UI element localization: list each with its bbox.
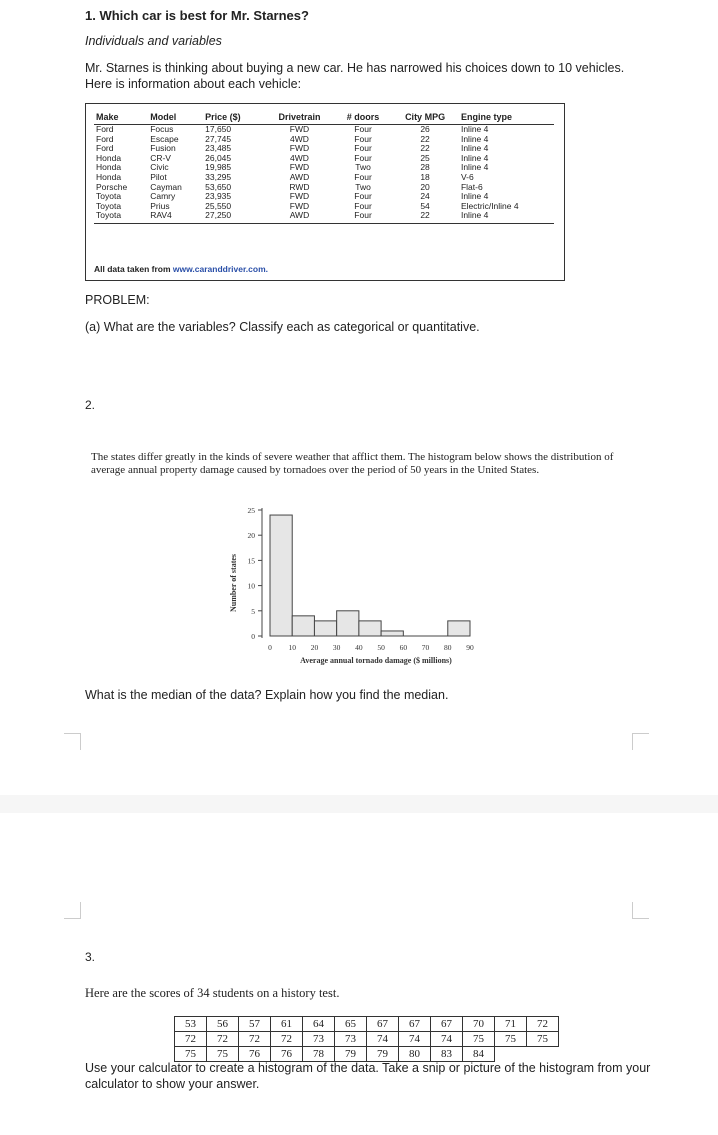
y-tick-label: 10: [247, 581, 255, 591]
car-table-header: Drivetrain: [264, 112, 335, 125]
y-tick-label: 5: [251, 606, 255, 616]
score-cell: 78: [303, 1047, 335, 1062]
car-data-figure: [85, 103, 565, 281]
score-cell: 75: [527, 1032, 559, 1047]
y-tick-label: 15: [247, 556, 255, 566]
answer-area-corner-br: [632, 902, 649, 919]
car-table-header: Make: [94, 112, 148, 125]
score-cell: 67: [399, 1017, 431, 1032]
x-axis-label: Average annual tornado damage ($ millions): [300, 656, 452, 665]
car-table-cell: 25: [420, 152, 430, 163]
histogram-bar: [359, 621, 381, 636]
score-cell: 79: [335, 1047, 367, 1062]
question-3-number: 3.: [85, 950, 96, 964]
y-tick-label: 0: [251, 632, 255, 641]
car-table-cell: 54: [420, 200, 430, 211]
question-1-title: 1. Which car is best for Mr. Starnes?: [85, 8, 309, 23]
car-table-cell: Pilot: [150, 171, 167, 182]
car-table-header: Model: [148, 112, 203, 125]
car-table-cell: 53,650: [205, 181, 232, 192]
car-table-cell: Toyota: [96, 191, 122, 202]
car-table-cell: Inline 4: [460, 133, 489, 144]
car-table-cell: 27,250: [203, 211, 264, 223]
x-tick-label: 40: [355, 643, 363, 652]
car-table-cell: Porsche: [96, 181, 128, 192]
score-cell: 75: [495, 1032, 527, 1047]
tornado-histogram: [222, 498, 482, 670]
y-tick-label: 20: [247, 531, 255, 541]
car-table-cell: 19,985: [205, 162, 232, 173]
car-table-cell: 22: [420, 133, 430, 144]
car-table-cell: Ford: [96, 133, 114, 144]
question-3-instruction: Use your calculator to create a histogram of the data. Take a snip or picture of the histogram from your calculator to show your answer.: [85, 1061, 651, 1091]
car-table-cell: Flat-6: [460, 181, 483, 192]
car-table-cell: 4WD: [290, 133, 309, 144]
car-table-cell: AWD: [289, 171, 310, 182]
problem-label: PROBLEM:: [85, 293, 150, 307]
question-2-number: 2.: [85, 398, 96, 412]
car-table-cell: Four: [354, 200, 372, 211]
x-tick-label: 50: [377, 643, 385, 652]
score-cell: 80: [399, 1047, 431, 1062]
score-cell: 56: [207, 1017, 239, 1032]
car-table-cell: Four: [354, 171, 372, 182]
score-cell: 72: [175, 1032, 207, 1047]
score-cell: 71: [495, 1017, 527, 1032]
histogram-bar: [292, 616, 314, 636]
car-table-cell: V-6: [460, 171, 474, 182]
car-table: [94, 112, 554, 224]
car-table-header: # doors: [335, 112, 391, 125]
car-table-cell: Four: [354, 133, 372, 144]
car-table-cell: 23,485: [205, 143, 232, 154]
car-table-cell: 24: [420, 191, 430, 202]
x-tick-label: 90: [466, 643, 474, 652]
x-tick-label: 70: [421, 643, 430, 652]
histogram-bar: [337, 611, 359, 636]
car-table-cell: Honda: [96, 162, 122, 173]
car-table-cell: FWD: [289, 162, 310, 173]
car-table-cell: Focus: [150, 124, 174, 134]
histogram-bar: [381, 631, 403, 636]
y-tick-label: 25: [247, 506, 255, 515]
car-table-cell: 27,745: [205, 133, 232, 144]
car-table-cell: 25,550: [205, 200, 232, 211]
car-table-cell: 18: [420, 171, 430, 182]
score-cell: 74: [399, 1032, 431, 1047]
car-table-cell: 22: [391, 211, 459, 223]
car-table-cell: 26,045: [205, 152, 232, 163]
score-cell: 67: [367, 1017, 399, 1032]
score-cell: 76: [239, 1047, 271, 1062]
car-table-cell: Ford: [96, 124, 114, 134]
car-table-cell: Two: [355, 181, 371, 192]
car-table-cell: FWD: [289, 191, 310, 202]
car-table-cell: Fusion: [150, 143, 176, 154]
histogram-bar: [270, 515, 292, 636]
question-1-subtitle: Individuals and variables: [85, 34, 222, 48]
median-question: What is the median of the data? Explain how you find the median.: [85, 688, 449, 702]
scores-row: [175, 1032, 559, 1047]
x-tick-label: 30: [332, 643, 341, 652]
score-cell: 75: [463, 1032, 495, 1047]
car-table-cell: 28: [420, 162, 430, 173]
car-table-cell: Cayman: [150, 181, 182, 192]
car-table-cell: 17,650: [205, 124, 232, 134]
score-cell: 73: [303, 1032, 335, 1047]
car-table-cell: Escape: [150, 133, 179, 144]
car-table-cell: 20: [420, 181, 430, 192]
car-table-cell: Toyota: [96, 200, 122, 211]
scores-table: [174, 1016, 559, 1062]
histogram-bar: [314, 621, 336, 636]
score-cell: 73: [335, 1032, 367, 1047]
car-table-cell: Four: [354, 143, 372, 154]
car-table-cell: Honda: [96, 152, 122, 163]
score-cell: 72: [239, 1032, 271, 1047]
question-3-description: Here are the scores of 34 students on a history test.: [85, 986, 340, 1000]
score-cell: 84: [463, 1047, 495, 1062]
car-table-cell: Inline 4: [460, 191, 489, 202]
car-table-header: Engine type: [459, 112, 554, 125]
car-data-source: [94, 264, 268, 274]
car-table-cell: 33,295: [205, 171, 232, 182]
car-table-cell: FWD: [289, 124, 310, 134]
score-cell: 64: [303, 1017, 335, 1032]
answer-area-corner-bl: [64, 902, 81, 919]
source-prefix: All data taken from: [94, 264, 173, 274]
car-table-cell: Toyota: [94, 211, 148, 223]
y-axis-label: Number of states: [229, 553, 238, 613]
score-cell: 72: [527, 1017, 559, 1032]
score-cell: 76: [271, 1047, 303, 1062]
score-cell: 75: [175, 1047, 207, 1062]
question-1-description: Mr. Starnes is thinking about buying a new car. He has narrowed his choices down to 10 vehicles. Here is information about each vehicle:: [85, 61, 625, 91]
car-table-cell: FWD: [289, 200, 310, 211]
car-table-cell: 22: [420, 143, 430, 154]
x-tick-label: 0: [268, 643, 272, 652]
score-cell: 74: [431, 1032, 463, 1047]
car-table-cell: AWD: [264, 211, 335, 223]
car-table-cell: Inline 4: [460, 152, 489, 163]
car-table-cell: Inline 4: [459, 211, 554, 223]
score-cell: 57: [239, 1017, 271, 1032]
question-2-description: The states differ greatly in the kinds of severe weather that afflict them. The histogram below shows the distribution of average annual property damage caused by tornadoes over the period of 50 years in the United States.: [91, 451, 614, 476]
score-cell: 75: [207, 1047, 239, 1062]
car-table-cell: 23,935: [205, 191, 232, 202]
score-cell: 72: [271, 1032, 303, 1047]
car-table-header: City MPG: [391, 112, 459, 125]
source-link[interactable]: www.caranddriver.com.: [172, 264, 269, 274]
score-cell: 67: [431, 1017, 463, 1032]
car-table-header: Price ($): [203, 112, 264, 125]
car-table-cell: RAV4: [148, 211, 203, 223]
score-cell: 79: [367, 1047, 399, 1062]
car-table-cell: 4WD: [290, 152, 309, 163]
car-table-cell: CR-V: [150, 152, 171, 163]
car-table-cell: Camry: [150, 191, 176, 202]
scores-row: [175, 1017, 559, 1032]
score-cell: 53: [175, 1017, 207, 1032]
answer-area-corner-tr: [632, 733, 649, 750]
car-table-cell: Two: [355, 162, 371, 173]
page-break-band: [0, 795, 718, 813]
score-cell: 74: [367, 1032, 399, 1047]
car-table-cell: Four: [354, 191, 372, 202]
car-table-cell: Electric/Inline 4: [460, 200, 519, 211]
score-cell: 83: [431, 1047, 463, 1062]
car-table-cell: Honda: [96, 171, 122, 182]
score-cell: 70: [463, 1017, 495, 1032]
x-tick-label: 80: [444, 643, 452, 652]
car-table-cell: Ford: [96, 143, 114, 154]
car-table-cell: Four: [335, 211, 391, 223]
histogram-bar: [448, 621, 470, 636]
car-table-cell: Prius: [150, 200, 170, 211]
score-cell: 65: [335, 1017, 367, 1032]
problem-a-text: (a) What are the variables? Classify each as categorical or quantitative.: [85, 320, 480, 334]
car-table-row: [94, 211, 554, 223]
x-tick-label: 20: [310, 643, 319, 652]
car-table-cell: 26: [420, 124, 430, 134]
car-table-cell: FWD: [289, 143, 310, 154]
car-table-cell: Four: [354, 124, 372, 134]
car-table-cell: Civic: [150, 162, 169, 173]
answer-area-corner-tl: [64, 733, 81, 750]
car-table-cell: Inline 4: [460, 143, 489, 154]
score-cell: 61: [271, 1017, 303, 1032]
car-table-cell: RWD: [289, 181, 310, 192]
x-tick-label: 10: [288, 643, 296, 652]
car-table-cell: Four: [354, 152, 372, 163]
x-tick-label: 60: [399, 643, 408, 652]
car-table-cell: Inline 4: [460, 162, 489, 173]
score-cell: 72: [207, 1032, 239, 1047]
car-table-cell: Inline 4: [460, 124, 489, 134]
